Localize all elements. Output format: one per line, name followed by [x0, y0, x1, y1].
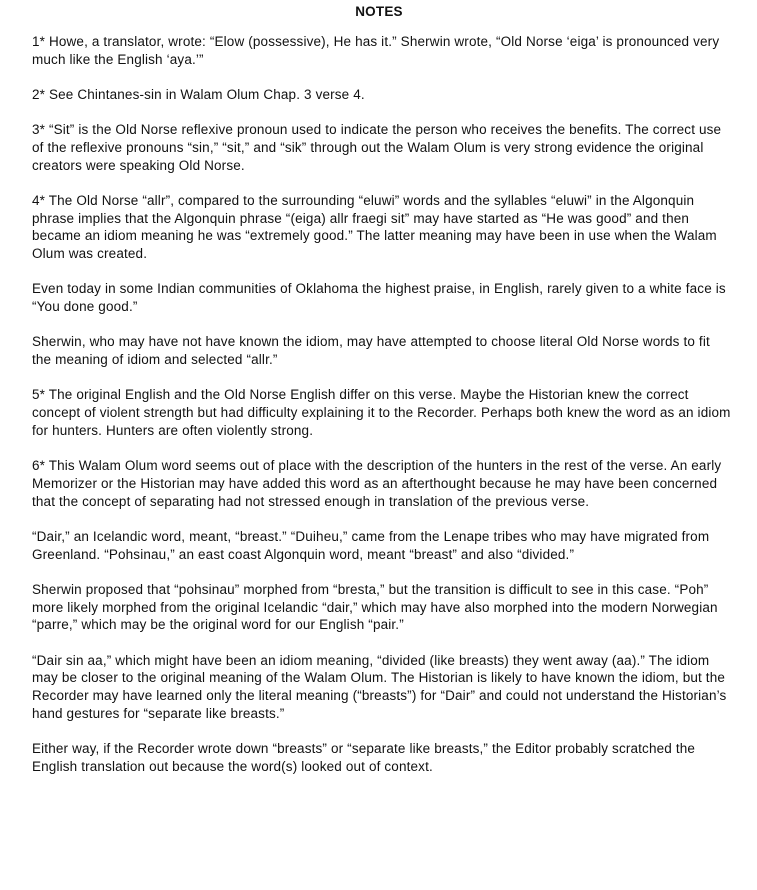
note-6-conclusion-paragraph: Either way, if the Recorder wrote down “breasts” or “separate like breasts,” the Editor probably scratched the English translation out because the word(s) looked out of context. — [32, 740, 696, 774]
document-page — [32, 4, 732, 793]
note-6-dair-paragraph: “Dair,” an Icelandic word, meant, “breast.” “Duiheu,” came from the Lenape tribes who may have migrated from Greenland. “Pohsinau,” an east coast Algonquin word, meant “breast” and also “divided.” — [32, 528, 710, 562]
note-2-paragraph: 2* See Chintanes-sin in Walam Olum Chap. 3 verse 4. — [32, 87, 365, 102]
note-1-paragraph: 1* Howe, a translator, wrote: “Elow (possessive), He has it.” Sherwin wrote, “Old Norse ‘eiga’ is pronounced very much like the English ‘aya.’” — [32, 34, 720, 67]
page-title: NOTES — [355, 4, 403, 19]
note-6-idiom-paragraph: “Dair sin aa,” which might have been an idiom meaning, “divided (like breasts) they went away (aa).” The idiom may be closer to the original meaning of the Walam Olum. The Historian is likely to have known the idiom, but the Recorder may have learned only the literal meaning (“breasts”) for “Dair” and could not understand the Historian’s hand gestures for “separate like breasts.” — [32, 652, 727, 721]
note-4-paragraph: 4* The Old Norse “allr”, compared to the surrounding “eluwi” words and the syllables “eluwi” in the Algonquin phrase implies that the Algonquin phrase “(eiga) allr fraegi sit” may have started as “He was good” and then became an idiom meaning he was “extremely good.” The latter meaning may have been in use when the Walam Olum was created. — [32, 193, 717, 262]
note-5-paragraph: 5* The original English and the Old Norse English differ on this verse. Maybe the Historian knew the correct concept of violent strength but had difficulty explaining it to the Recorder. Perhaps both knew the word as an idiom for hunters. Hunters are often violently strong. — [32, 387, 731, 438]
note-4-continued-paragraph: Even today in some Indian communities of Oklahoma the highest praise, in English, rarely given to a white face is “You done good.” — [32, 281, 726, 315]
note-6-paragraph: 6* This Walam Olum word seems out of place with the description of the hunters in the rest of the verse. An early Memorizer or the Historian may have added this word as an afterthought because he may have been concerned that the concept of separating had not stressed enough in translation of the previous verse. — [32, 458, 722, 509]
note-6-sherwin-paragraph: Sherwin proposed that “pohsinau” morphed from “bresta,” but the transition is difficult to see in this case. “Poh” more likely morphed from the original Icelandic “dair,” which may have also morphed into the modern Norwegian “parre,” which may be the original word for our English “pair.” — [32, 581, 718, 633]
note-4-sherwin-paragraph: Sherwin, who may have not have known the idiom, may have attempted to choose literal Old Norse words to fit the meaning of idiom and selected “allr.” — [32, 334, 710, 368]
note-3-paragraph: 3* “Sit” is the Old Norse reflexive pronoun used to indicate the person who receives the benefits. The correct use of the reflexive pronouns “sin,” “sit,” and “sik” through out the Walam Olum is very strong evidence the original creators were speaking Old Norse. — [32, 122, 722, 173]
